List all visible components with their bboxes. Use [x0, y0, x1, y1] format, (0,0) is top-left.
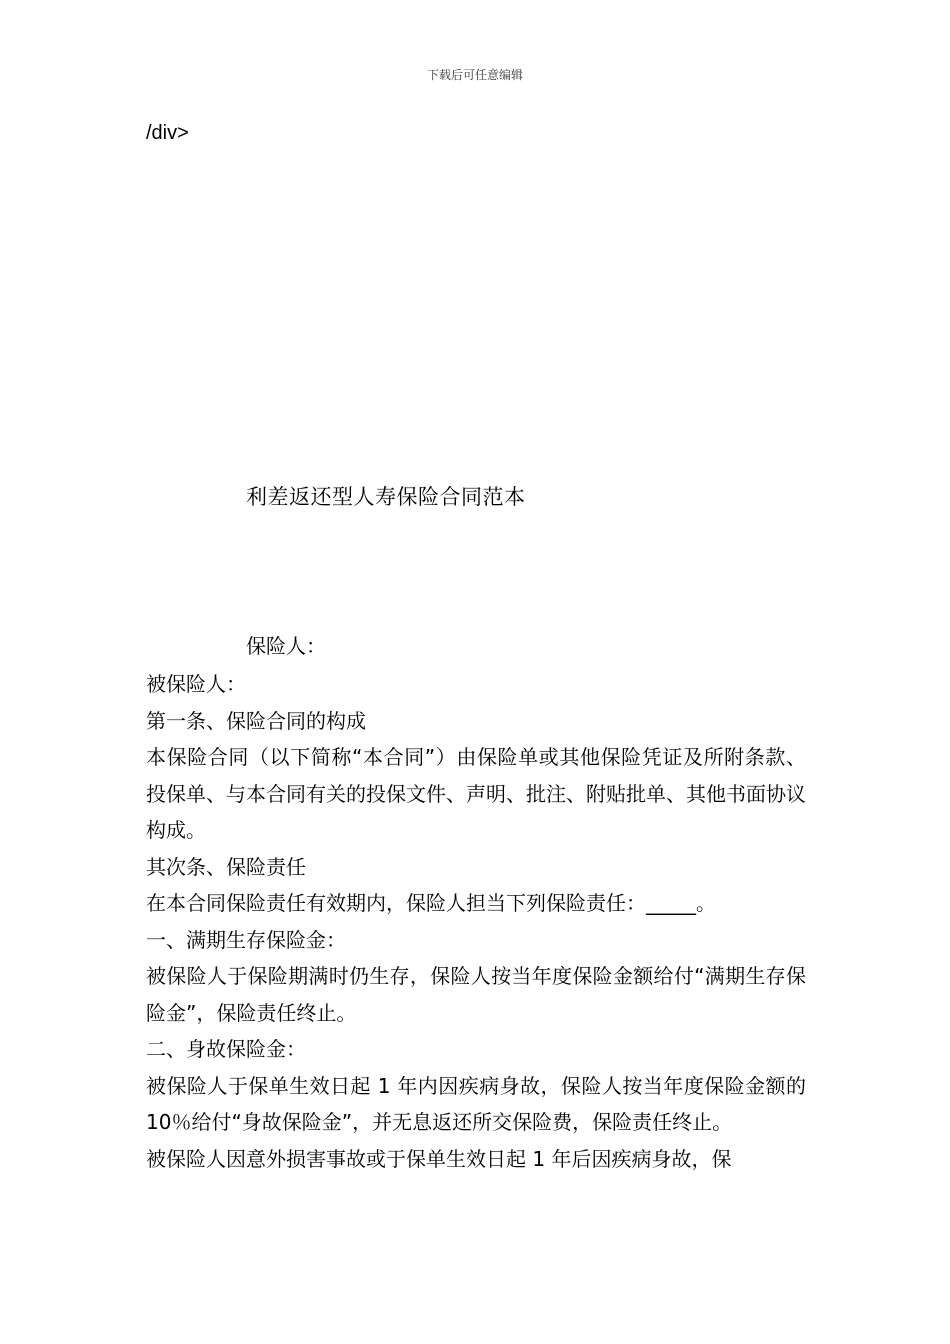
article-1-heading: 第一条、保险合同的构成: [146, 708, 366, 733]
section-2-text-2: 被保险人因意外损害事故或于保单生效日起 1 年后因疾病身故，保: [146, 1146, 732, 1171]
insured-label: 被保险人：: [146, 672, 246, 696]
stray-markup-text: /div>: [146, 122, 189, 144]
page-header-note: 下载后可任意编辑: [426, 68, 523, 82]
section-1-heading: 一、满期生存保险金：: [146, 927, 346, 952]
section-1-text: 被保险人于保险期满时仍生存，保险人按当年度保险金额给付“满期生存保险金”，保险责任终止。: [146, 964, 806, 1025]
article-2-heading: 其次条、保险责任: [146, 854, 306, 879]
article-2-intro: 在本合同保险责任有效期内，保险人担当下列保险责任：_____。: [146, 891, 716, 915]
section-2-heading: 二、身故保险金：: [146, 1037, 306, 1061]
document-body: [146, 666, 806, 1177]
document-title: 利差返还型人寿保险合同范本: [246, 485, 526, 509]
section-2-text-1: 被保险人于保单生效日起 1 年内因疾病身故，保险人按当年度保险金额的 10％给付“身故保险金”，并无息返还所交保险费，保险责任终止。: [146, 1073, 806, 1134]
article-1-text: 本保险合同（以下简称“本合同”）由保险单或其他保险凭证及所附条款、投保单、与本合同有关的投保文件、声明、批注、附贴批单、其他书面协议构成。: [146, 745, 806, 842]
insurer-label: 保险人：: [246, 634, 326, 658]
